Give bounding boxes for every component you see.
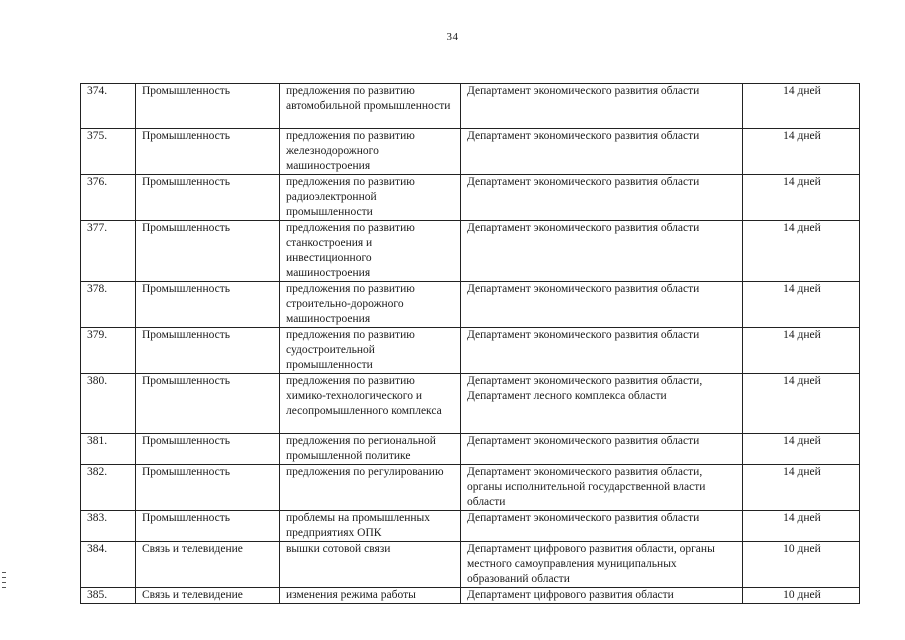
- subject-cell: предложения по развитию строительно-дорожного машиностроения: [280, 282, 461, 328]
- page-number: 34: [446, 31, 459, 43]
- sphere-cell: Промышленность: [136, 221, 280, 282]
- row-number: 377.: [81, 221, 136, 282]
- table-row: [81, 84, 860, 129]
- sphere-cell: Связь и телевидение: [136, 588, 280, 604]
- subject-cell: проблемы на промышленных предприятиях ОПК: [280, 511, 461, 542]
- sphere-cell: Промышленность: [136, 328, 280, 374]
- subject-cell: предложения по развитию химико-технологического и лесопромышленного комплекса: [280, 374, 461, 434]
- sphere-cell: Промышленность: [136, 175, 280, 221]
- term-cell: 14 дней: [743, 282, 860, 328]
- term-cell: 14 дней: [743, 465, 860, 511]
- row-number: 384.: [81, 542, 136, 588]
- scan-edge-marks: [2, 572, 7, 592]
- row-number: 380.: [81, 374, 136, 434]
- sphere-cell: Промышленность: [136, 129, 280, 175]
- responsible-cell: Департамент цифрового развития области, органы местного самоуправления муниципальных образований области: [461, 542, 743, 588]
- row-number: 374.: [81, 84, 136, 129]
- table-row: [81, 465, 860, 511]
- responsible-cell: Департамент экономического развития области: [461, 328, 743, 374]
- subject-cell: предложения по развитию автомобильной промышленности: [280, 84, 461, 129]
- responsible-cell: Департамент экономического развития области: [461, 511, 743, 542]
- table-row: [81, 221, 860, 282]
- sphere-cell: Промышленность: [136, 511, 280, 542]
- table-row: [81, 374, 860, 434]
- sphere-cell: Промышленность: [136, 465, 280, 511]
- responsible-cell: Департамент экономического развития области: [461, 129, 743, 175]
- term-cell: 10 дней: [743, 588, 860, 604]
- responsible-cell: Департамент экономического развития области: [461, 282, 743, 328]
- sphere-cell: Промышленность: [136, 282, 280, 328]
- table-row: [81, 588, 860, 604]
- table-row: [81, 434, 860, 465]
- row-number: 385.: [81, 588, 136, 604]
- table-row: [81, 175, 860, 221]
- subject-cell: предложения по развитию железнодорожного машиностроения: [280, 129, 461, 175]
- table-row: [81, 328, 860, 374]
- responsible-cell: Департамент экономического развития области, Департамент лесного комплекса области: [461, 374, 743, 434]
- row-number: 378.: [81, 282, 136, 328]
- term-cell: 14 дней: [743, 328, 860, 374]
- responsible-cell: Департамент экономического развития области: [461, 221, 743, 282]
- responsible-cell: Департамент экономического развития области: [461, 84, 743, 129]
- row-number: 383.: [81, 511, 136, 542]
- term-cell: 14 дней: [743, 374, 860, 434]
- row-number: 382.: [81, 465, 136, 511]
- sphere-cell: Промышленность: [136, 84, 280, 129]
- term-cell: 14 дней: [743, 129, 860, 175]
- table-row: [81, 542, 860, 588]
- sphere-cell: Промышленность: [136, 374, 280, 434]
- responsible-cell: Департамент экономического развития области: [461, 175, 743, 221]
- row-number: 379.: [81, 328, 136, 374]
- sphere-cell: Промышленность: [136, 434, 280, 465]
- row-number: 375.: [81, 129, 136, 175]
- subject-cell: предложения по развитию станкостроения и инвестиционного машиностроения: [280, 221, 461, 282]
- table-row: [81, 129, 860, 175]
- sphere-cell: Связь и телевидение: [136, 542, 280, 588]
- row-number: 381.: [81, 434, 136, 465]
- table-row: [81, 282, 860, 328]
- term-cell: 14 дней: [743, 175, 860, 221]
- row-number: 376.: [81, 175, 136, 221]
- term-cell: 14 дней: [743, 221, 860, 282]
- term-cell: 14 дней: [743, 84, 860, 129]
- responsible-cell: Департамент экономического развития области: [461, 434, 743, 465]
- subject-cell: предложения по региональной промышленной политике: [280, 434, 461, 465]
- subject-cell: предложения по развитию судостроительной промышленности: [280, 328, 461, 374]
- subject-cell: вышки сотовой связи: [280, 542, 461, 588]
- responsible-cell: Департамент экономического развития области, органы исполнительной государственной власти области: [461, 465, 743, 511]
- responsible-cell: Департамент цифрового развития области: [461, 588, 743, 604]
- term-cell: 14 дней: [743, 511, 860, 542]
- term-cell: 14 дней: [743, 434, 860, 465]
- table-row: [81, 511, 860, 542]
- subject-cell: предложения по развитию радиоэлектронной промышленности: [280, 175, 461, 221]
- subject-cell: изменения режима работы: [280, 588, 461, 604]
- registry-table: [80, 83, 860, 604]
- term-cell: 10 дней: [743, 542, 860, 588]
- subject-cell: предложения по регулированию: [280, 465, 461, 511]
